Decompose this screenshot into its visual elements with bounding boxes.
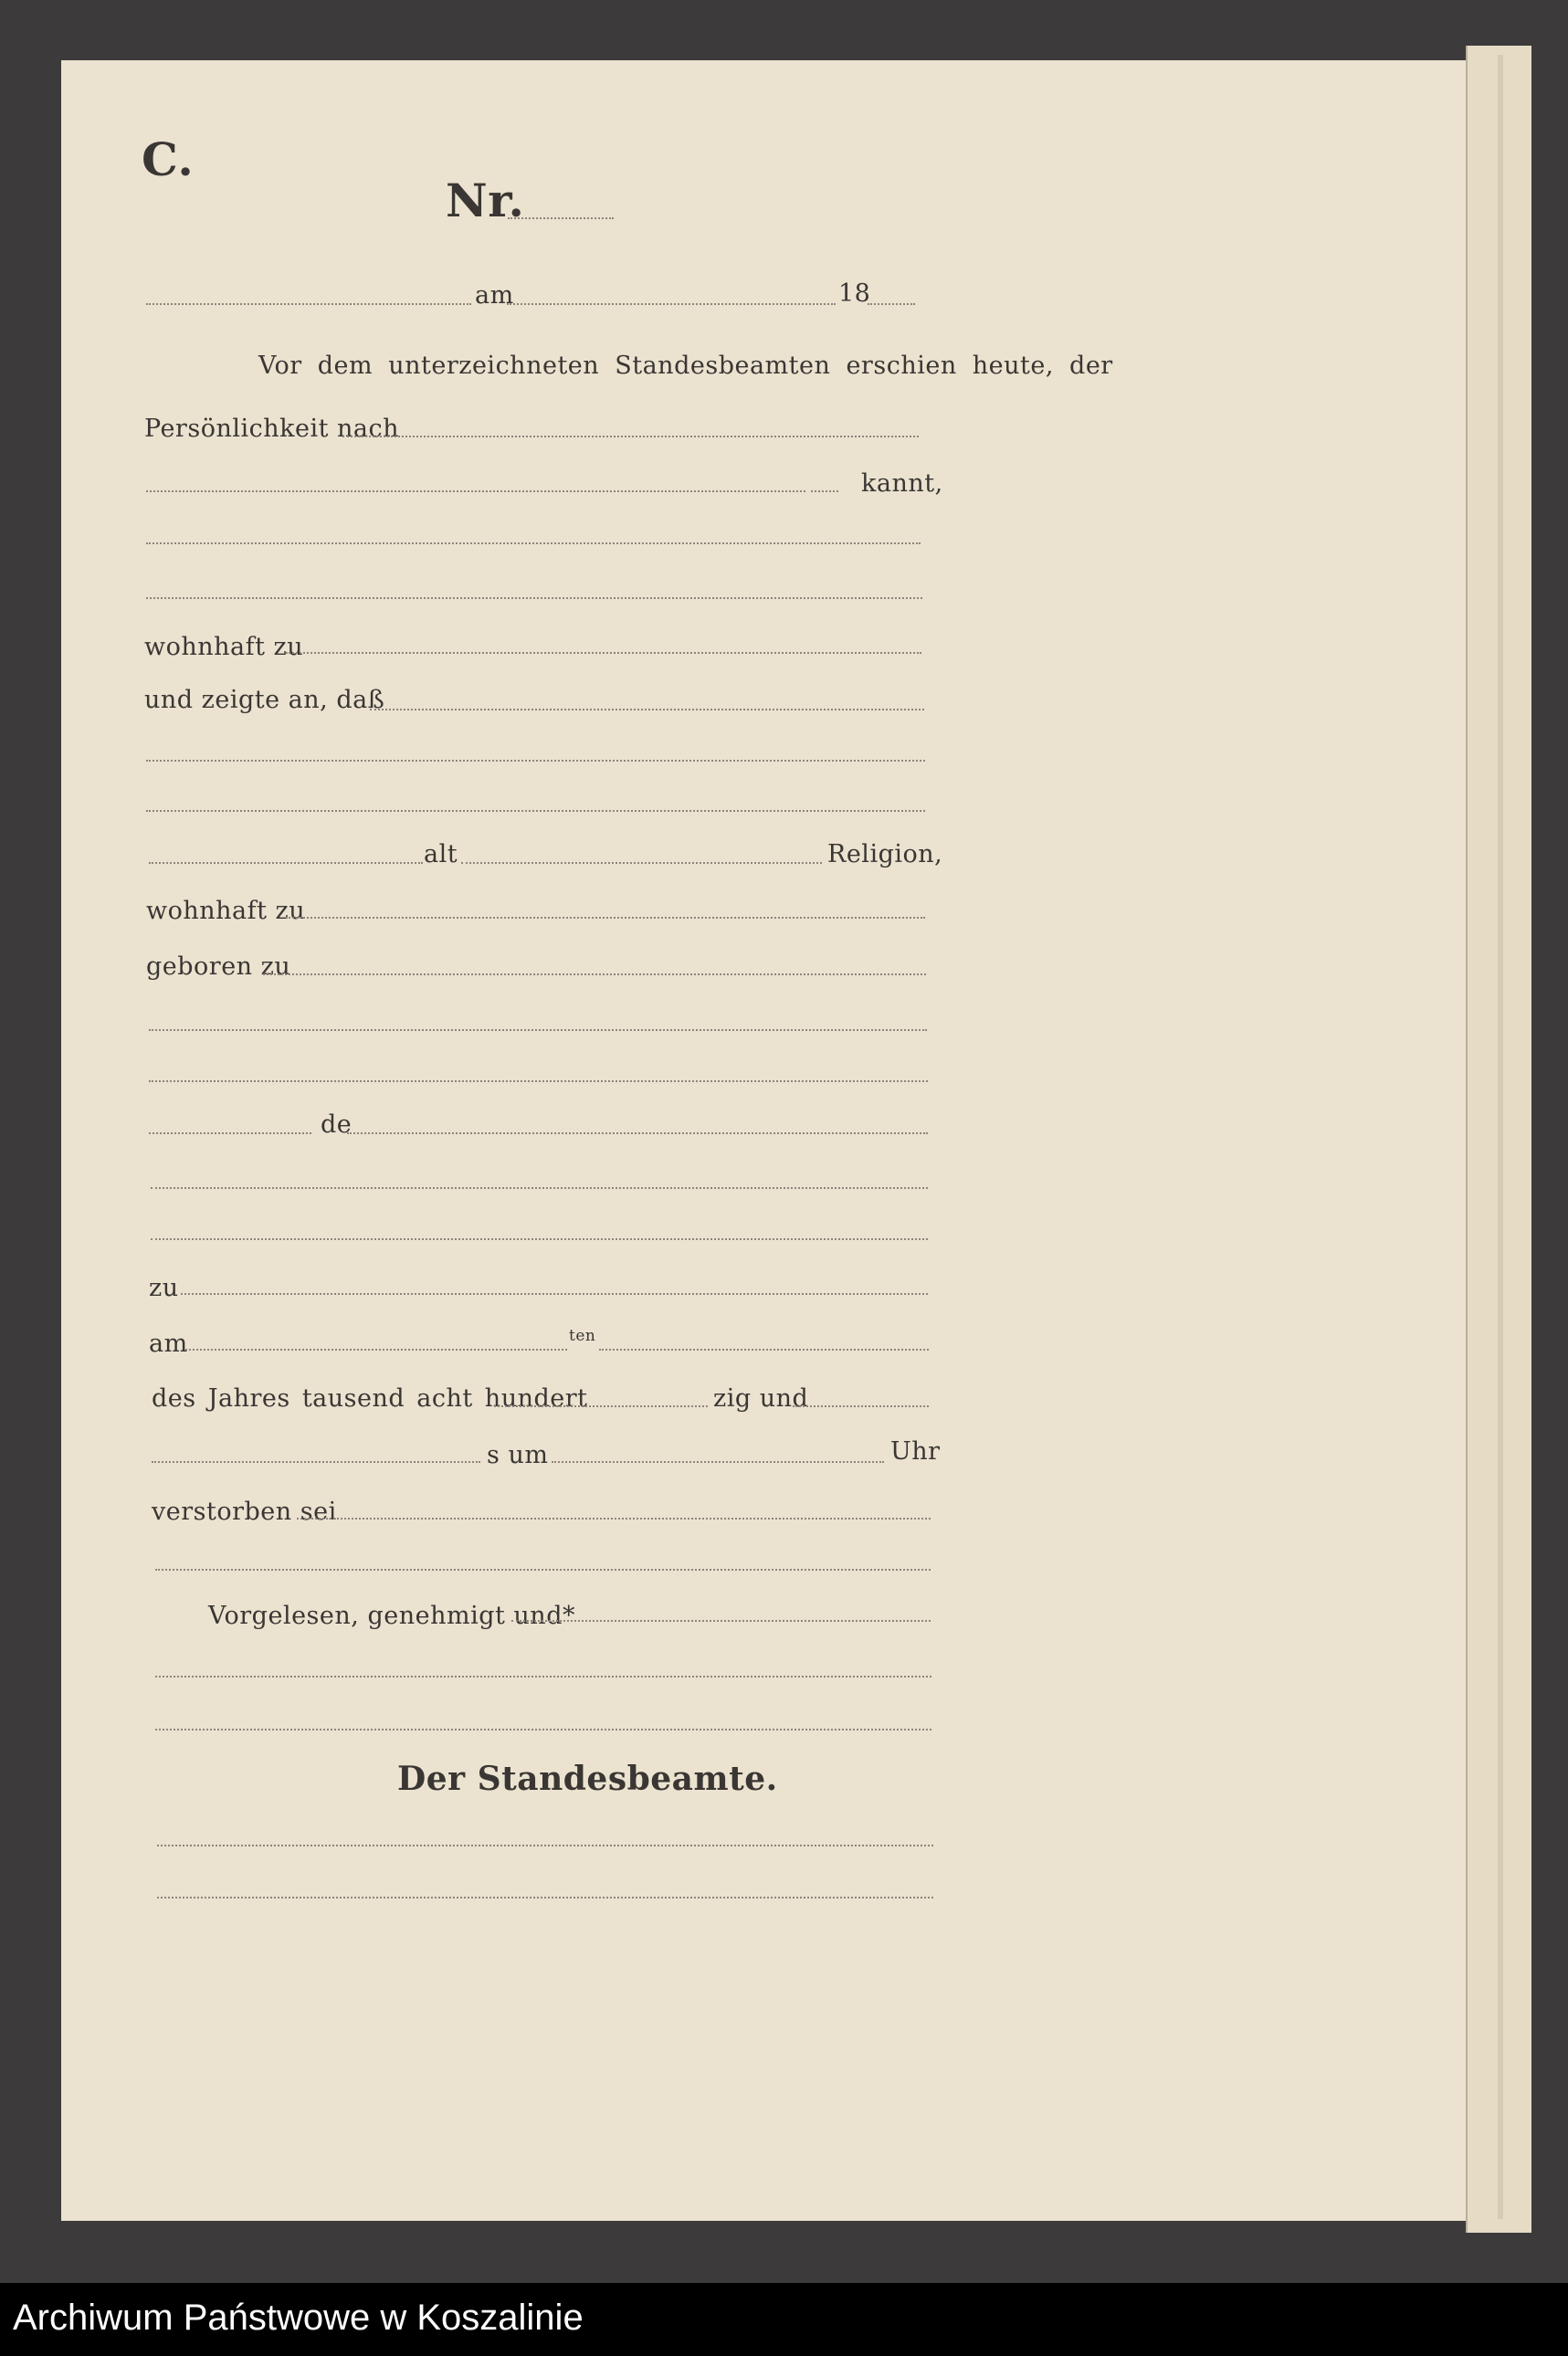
wohnhaft-field-2 — [286, 917, 925, 919]
geboren-label: geboren zu — [146, 952, 291, 981]
relation-field — [149, 1132, 311, 1134]
s-um-label: s um — [487, 1441, 549, 1469]
hour-field — [552, 1461, 884, 1463]
des-jahres-label: des Jahres tausend acht hundert — [152, 1384, 588, 1413]
form-letter: C. — [142, 132, 195, 186]
year-unit-field — [793, 1405, 929, 1407]
ten-suffix: ten — [569, 1327, 596, 1345]
kannt-label: kannt, — [861, 469, 943, 498]
uhr-label: Uhr — [890, 1437, 941, 1466]
blank-line-2 — [146, 597, 922, 599]
am-label: am — [475, 281, 514, 310]
signature-heading: Der Standesbeamte. — [397, 1760, 778, 1798]
wohnhaft-label-1: wohnhaft zu — [144, 633, 304, 661]
year-prefix: 18 — [838, 279, 871, 308]
zeigte-field — [370, 709, 924, 710]
month-field — [599, 1349, 929, 1351]
blank-line-6 — [149, 1080, 928, 1082]
de-field — [347, 1132, 928, 1134]
signature-line-1 — [155, 1676, 931, 1678]
page-edge — [1498, 55, 1503, 2219]
religion-label: Religion, — [827, 840, 943, 868]
zeigte-label: und zeigte an, daß — [144, 686, 385, 714]
intro-text: Vor dem unterzeichneten Standesbeamten erschien heute, der — [258, 352, 1113, 380]
blank-line-8 — [151, 1238, 928, 1240]
vorgelesen-label: Vorgelesen, genehmigt und* — [208, 1602, 575, 1630]
persoenlichkeit-field — [342, 436, 919, 437]
religion-field — [461, 862, 822, 864]
form-number-label: Nr. — [446, 174, 525, 227]
vorgelesen-field — [511, 1620, 931, 1622]
blank-line-9 — [155, 1569, 931, 1571]
blank-line-7 — [151, 1187, 928, 1189]
zig-und-label: zig und — [713, 1384, 809, 1413]
day-field — [185, 1349, 567, 1351]
identity-field — [146, 490, 805, 492]
geboren-field — [263, 973, 926, 975]
am-day-label: am — [149, 1330, 188, 1358]
wohnhaft-label-2: wohnhaft zu — [146, 897, 306, 925]
identity-field-end — [811, 490, 838, 492]
blank-line-5 — [149, 1029, 927, 1031]
place-field — [146, 303, 471, 305]
de-label: de — [321, 1110, 353, 1139]
blank-line-3 — [146, 760, 925, 762]
decade-field — [494, 1405, 708, 1407]
alt-label: alt — [424, 840, 458, 868]
number-field — [508, 217, 614, 219]
blank-line-4 — [146, 810, 925, 812]
date-field — [507, 303, 836, 305]
zu-field — [181, 1293, 928, 1295]
year-word-field — [152, 1461, 480, 1463]
year-field — [868, 303, 915, 305]
age-field — [149, 862, 423, 864]
zu-label: zu — [149, 1274, 179, 1302]
persoenlichkeit-label: Persönlichkeit nach — [144, 415, 400, 443]
official-line-1 — [157, 1845, 933, 1846]
verstorben-label: verstorben sei — [152, 1498, 337, 1526]
signature-line-2 — [155, 1729, 931, 1730]
verstorben-field — [297, 1518, 931, 1520]
archive-name: Archiwum Państwowe w Koszalinie — [13, 2298, 584, 2338]
blank-line-1 — [146, 542, 921, 544]
official-line-2 — [157, 1897, 933, 1898]
wohnhaft-field-1 — [286, 652, 921, 654]
